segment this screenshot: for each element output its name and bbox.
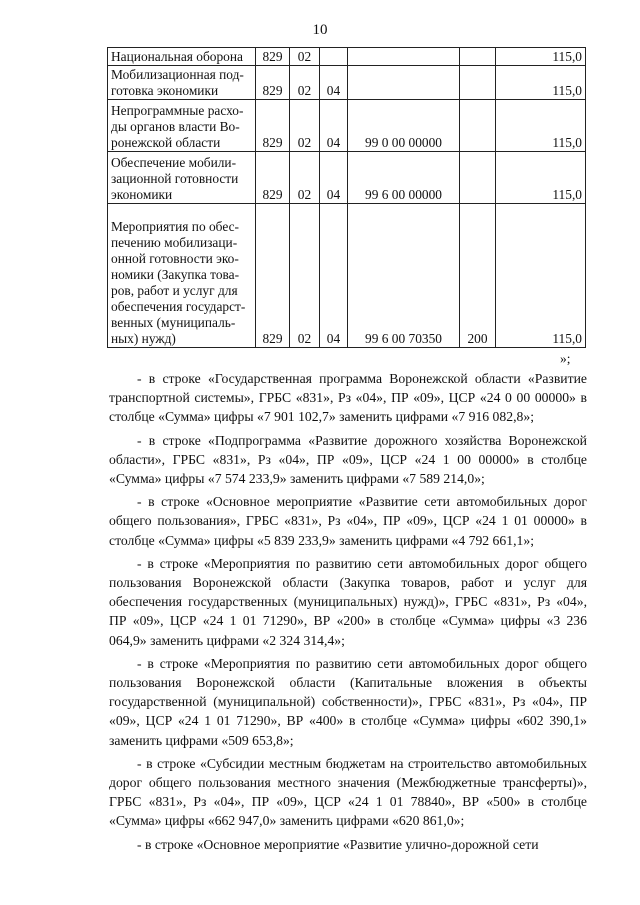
sum-cell: 115,0 <box>496 48 586 66</box>
grbs-cell: 829 <box>256 204 290 348</box>
page-number: 10 <box>312 22 328 38</box>
row-name-cell: Обеспечение мобили-зационной готовности экономики <box>108 152 256 204</box>
paragraph: - в строке «Подпрограмма «Развитие дорожного хозяйства Воронежской области», ГРБС «831», Рз «04», ПР «09», ЦСР «24 1 00 00000» в столбце «Сумма» цифры «7 574 233,9» заменить цифрами «7 589 214,0»; <box>109 432 587 487</box>
csr-cell <box>348 66 460 100</box>
rz-cell: 02 <box>290 100 320 152</box>
vr-cell <box>460 48 496 66</box>
sum-cell: 115,0 <box>496 100 586 152</box>
grbs-cell: 829 <box>256 66 290 100</box>
csr-cell: 99 0 00 00000 <box>348 100 460 152</box>
rz-cell: 02 <box>290 66 320 100</box>
paragraph: - в строке «Мероприятия по развитию сети автомобильных дорог общего пользования Воронежской области (Закупка товаров, работ и услуг для обеспечения государственных (муниципальных) нужд)», ГРБС «831», Рз «04», ПР «09», ЦСР «24 1 01 71290», ВР «200» в столбце «Сумма» цифры «3 236 064,9» заменить цифрами «2 324 314,4»; <box>109 555 587 648</box>
paragraph: - в строке «Субсидии местным бюджетам на строительство автомобильных дорог общего пользования местного значения (Межбюджетные трансферты)», ГРБС «831», Рз «04», ПР «09», ЦСР «24 1 01 78840», ВР «500» в столбце «Сумма» цифры «662 947,0» заменить цифрами «620 861,0»; <box>109 755 587 829</box>
row-name-cell: Непрограммные расхо-ды органов власти Во-ронежской области <box>108 100 256 152</box>
pr-cell: 04 <box>320 152 348 204</box>
vr-cell: 200 <box>460 204 496 348</box>
amendments-text <box>109 369 587 858</box>
row-name-cell: Мероприятия по обес-печению мобилизаци-онной готовности эко-номики (Закупка това-ров, работ и услуг для обеспечения государст-венных (муниципаль-ных) нужд) <box>108 204 256 348</box>
vr-cell <box>460 152 496 204</box>
paragraph: - в строке «Государственная программа Воронежской области «Развитие транспортной системы», ГРБС «831», Рз «04», ПР «09», ЦСР «24 0 00 00000» в столбце «Сумма» цифры «7 901 102,7» заменить цифрами «7 916 082,8»; <box>109 371 587 425</box>
grbs-cell: 829 <box>256 152 290 204</box>
pr-cell <box>320 48 348 66</box>
csr-cell <box>348 48 460 66</box>
grbs-cell: 829 <box>256 100 290 152</box>
rz-cell: 02 <box>290 204 320 348</box>
pr-cell: 04 <box>320 66 348 100</box>
row-name-cell: Национальная оборона <box>108 48 256 66</box>
table-row <box>108 48 586 66</box>
rz-cell: 02 <box>290 48 320 66</box>
row-name-cell: Мобилизационная под-готовка экономики <box>108 66 256 100</box>
table-row <box>108 152 586 204</box>
budget-table <box>107 47 586 348</box>
grbs-cell: 829 <box>256 48 290 66</box>
sum-cell: 115,0 <box>496 152 586 204</box>
table-row <box>108 100 586 152</box>
sum-cell: 115,0 <box>496 204 586 348</box>
paragraph: - в строке «Основное мероприятие «Развитие улично-дорожной сети <box>137 836 539 852</box>
vr-cell <box>460 66 496 100</box>
table-closing-quote: »; <box>560 351 571 366</box>
paragraph: - в строке «Основное мероприятие «Развитие сети автомобильных дорог общего пользования», ГРБС «831», Рз «04», ПР «09», ЦСР «24 1 01 00000» в столбце «Сумма» цифры «5 839 233,9» заменить цифрами «4 792 661,1»; <box>109 494 587 548</box>
table-row <box>108 204 586 348</box>
sum-cell: 115,0 <box>496 66 586 100</box>
pr-cell: 04 <box>320 204 348 348</box>
csr-cell: 99 6 00 00000 <box>348 152 460 204</box>
table-row <box>108 66 586 100</box>
pr-cell: 04 <box>320 100 348 152</box>
paragraph: - в строке «Мероприятия по развитию сети автомобильных дорог общего пользования Воронежской области (Капитальные вложения в объекты государственной (муниципальной) собственности)», ГРБС «831», Рз «04», ПР «09», ЦСР «24 1 01 71290», ВР «400» в столбце «Сумма» цифры «602 390,1» заменить цифрами «509 653,8»; <box>109 655 587 748</box>
csr-cell: 99 6 00 70350 <box>348 204 460 348</box>
vr-cell <box>460 100 496 152</box>
rz-cell: 02 <box>290 152 320 204</box>
